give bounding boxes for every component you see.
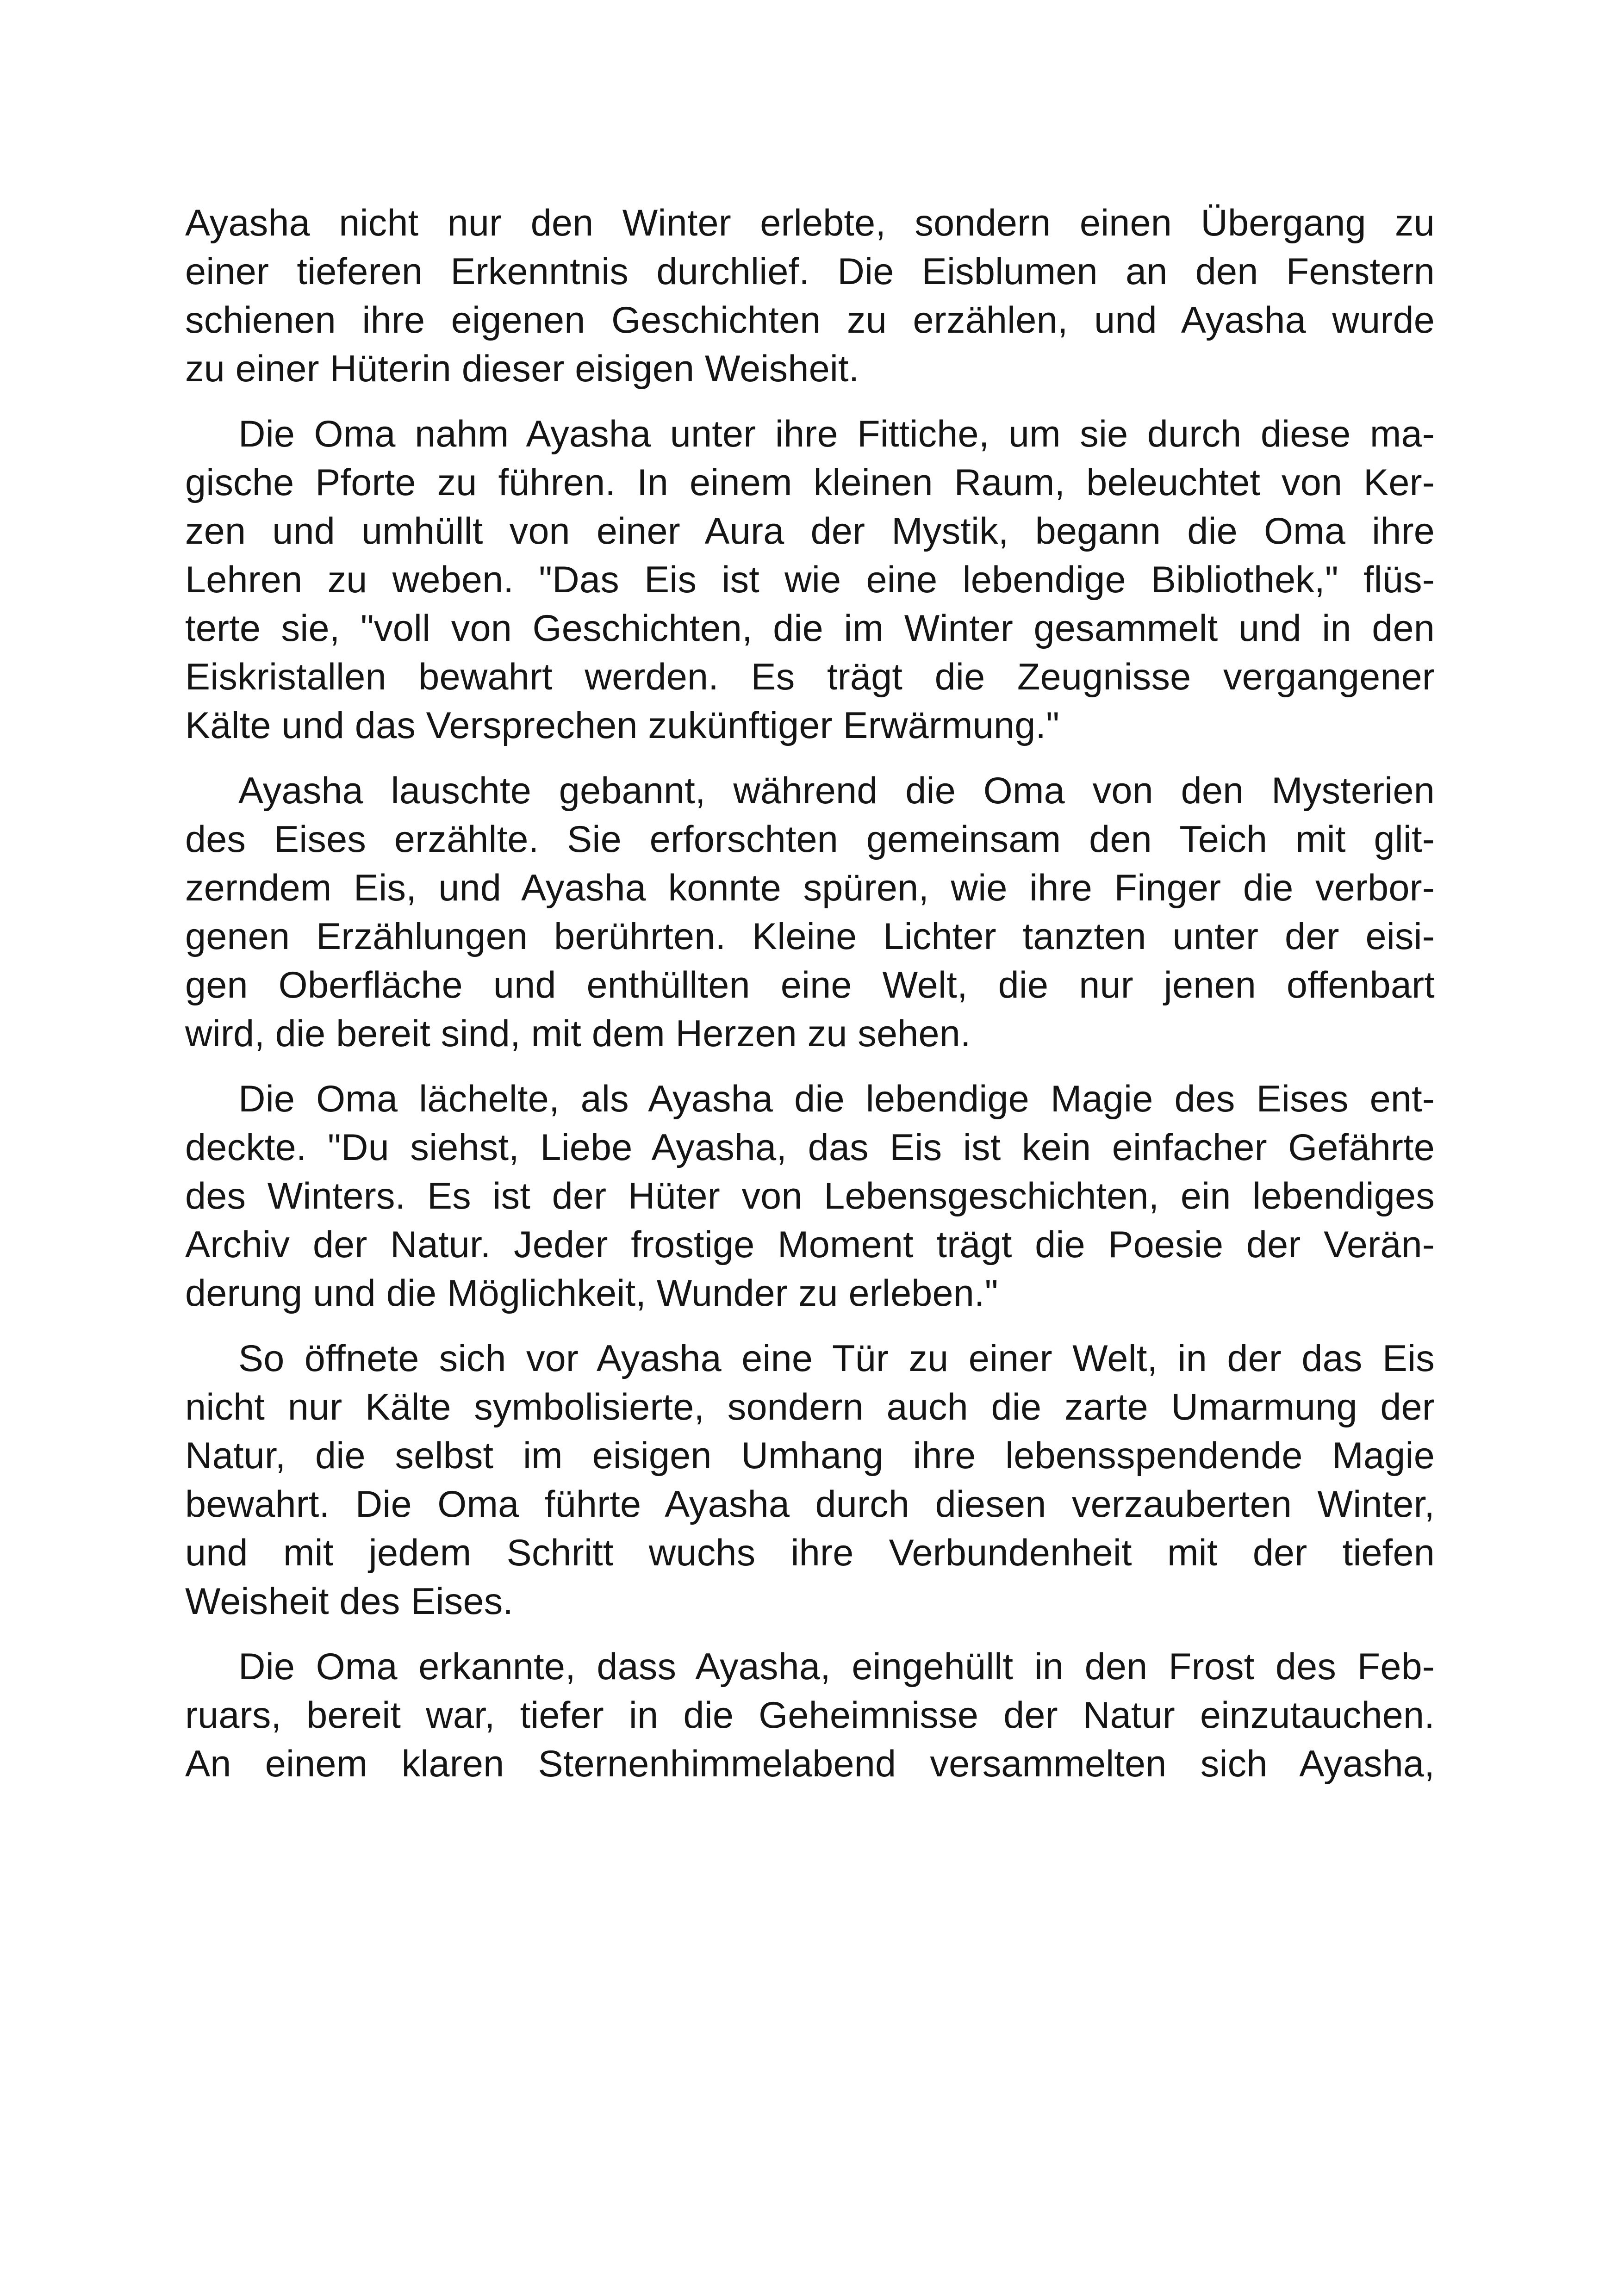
- text-line: bewahrt. Die Oma führte Ayasha durch diesen verzauberten Winter,: [185, 1483, 1435, 1525]
- text-line: Archiv der Natur. Jeder frostige Moment trägt die Poesie der Verän-: [185, 1224, 1435, 1266]
- text-line: Die Oma lächelte, als Ayasha die lebendige Magie des Eises ent-: [238, 1078, 1435, 1120]
- text-line: derung und die Möglichkeit, Wunder zu erleben.": [185, 1272, 998, 1314]
- text-line: Kälte und das Versprechen zukünftiger Erwärmung.": [185, 705, 1060, 746]
- text-line: So öffnete sich vor Ayasha eine Tür zu einer Welt, in der das Eis: [238, 1338, 1435, 1379]
- paragraph: [185, 1643, 1435, 1788]
- text-line: deckte. "Du siehst, Liebe Ayasha, das Eis ist kein einfacher Gefährte: [185, 1127, 1435, 1168]
- paragraph: [185, 199, 1435, 393]
- text-line: des Winters. Es ist der Hüter von Lebensgeschichten, ein lebendiges: [185, 1175, 1435, 1217]
- text-line: des Eises erzählte. Sie erforschten gemeinsam den Teich mit glit-: [185, 819, 1435, 860]
- text-line: terte sie, "voll von Geschichten, die im Winter gesammelt und in den: [185, 608, 1435, 649]
- text-line: Lehren zu weben. "Das Eis ist wie eine lebendige Bibliothek," flüs-: [185, 559, 1435, 601]
- text-line: Eiskristallen bewahrt werden. Es trägt die Zeugnisse vergangener: [185, 656, 1435, 698]
- text-line: wird, die bereit sind, mit dem Herzen zu sehen.: [185, 1013, 971, 1055]
- text-line: zerndem Eis, und Ayasha konnte spüren, wie ihre Finger die verbor-: [185, 867, 1435, 909]
- text-line: genen Erzählungen berührten. Kleine Lichter tanzten unter der eisi-: [185, 916, 1435, 957]
- text-line: Ayasha nicht nur den Winter erlebte, sondern einen Übergang zu: [185, 202, 1435, 244]
- text-line: Ayasha lauschte gebannt, während die Oma von den Mysterien: [238, 770, 1435, 812]
- paragraph: [185, 767, 1435, 1058]
- text-line: einer tieferen Erkenntnis durchlief. Die Eisblumen an den Fenstern: [185, 251, 1435, 292]
- text-line: gische Pforte zu führen. In einem kleinen Raum, beleuchtet von Ker-: [185, 462, 1435, 503]
- text-line: An einem klaren Sternenhimmelabend versammelten sich Ayasha,: [185, 1743, 1435, 1785]
- text-line: Weisheit des Eises.: [185, 1581, 514, 1622]
- text-line: Die Oma nahm Ayasha unter ihre Fittiche, um sie durch diese ma-: [238, 413, 1435, 455]
- text-line: Die Oma erkannte, dass Ayasha, eingehüllt in den Frost des Feb-: [238, 1646, 1435, 1688]
- text-line: gen Oberfläche und enthüllten eine Welt, die nur jenen offenbart: [185, 964, 1435, 1006]
- text-line: schienen ihre eigenen Geschichten zu erzählen, und Ayasha wurde: [185, 299, 1435, 341]
- text-line: Natur, die selbst im eisigen Umhang ihre lebensspendende Magie: [185, 1435, 1435, 1477]
- paragraph: [185, 1075, 1435, 1318]
- text-line: zen und umhüllt von einer Aura der Mystik, begann die Oma ihre: [185, 510, 1435, 552]
- document-page: [185, 199, 1435, 1805]
- text-line: ruars, bereit war, tiefer in die Geheimnisse der Natur einzutauchen.: [185, 1694, 1435, 1736]
- text-line: zu einer Hüterin dieser eisigen Weisheit.: [185, 348, 859, 390]
- text-line: nicht nur Kälte symbolisierte, sondern auch die zarte Umarmung der: [185, 1386, 1435, 1428]
- paragraph: [185, 410, 1435, 750]
- text-line: und mit jedem Schritt wuchs ihre Verbundenheit mit der tiefen: [185, 1532, 1435, 1574]
- paragraph: [185, 1334, 1435, 1626]
